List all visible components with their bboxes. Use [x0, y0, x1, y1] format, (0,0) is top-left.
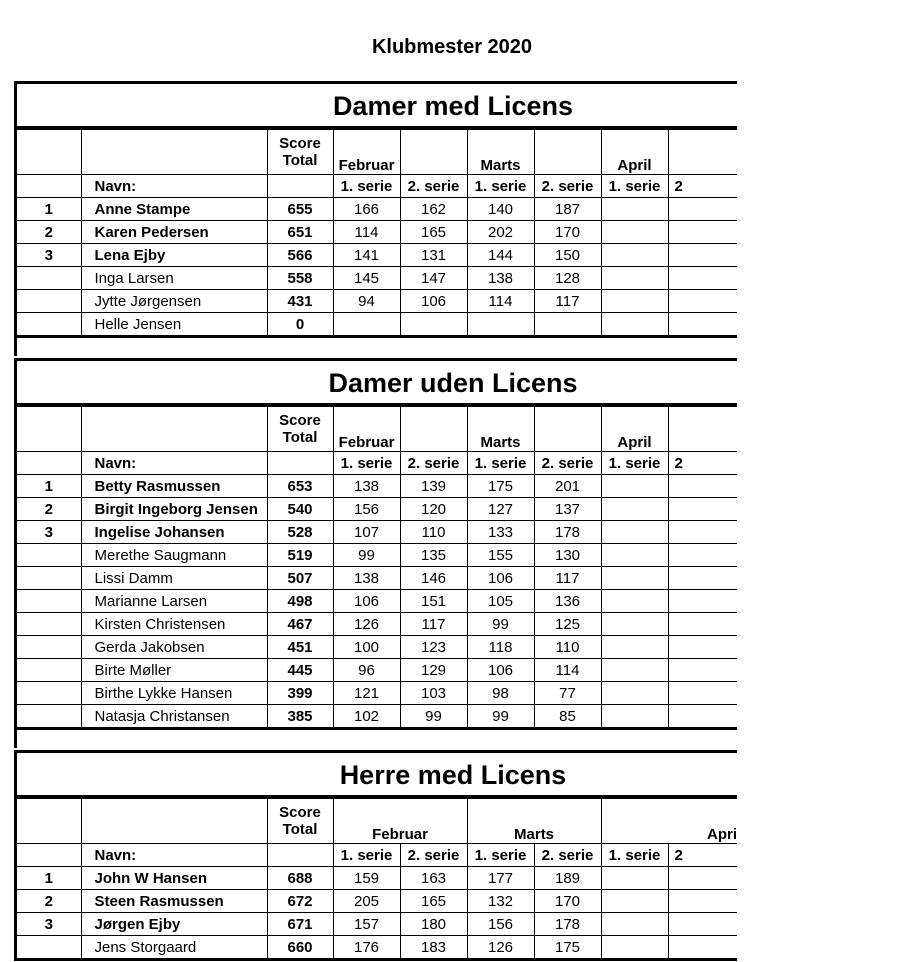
- serie-header: 1. serie: [601, 452, 668, 475]
- table-row: [17, 913, 737, 936]
- score-cell: 205: [333, 890, 400, 913]
- place-cell: [17, 290, 81, 313]
- score-cell: [668, 475, 737, 498]
- place-cell: [17, 590, 81, 613]
- score-cell: 96: [333, 659, 400, 682]
- total-cell: 431: [267, 290, 333, 313]
- month-februar: Februar: [333, 407, 400, 452]
- place-cell: 3: [17, 244, 81, 267]
- table-row: [17, 313, 737, 336]
- place-cell: [17, 567, 81, 590]
- month-april: April: [601, 407, 668, 452]
- serie-header: 1. serie: [467, 844, 534, 867]
- name-cell: Jytte Jørgensen: [81, 290, 267, 313]
- score-cell: 121: [333, 682, 400, 705]
- score-cell: [601, 682, 668, 705]
- serie-header: 1. serie: [601, 175, 668, 198]
- score-cell: [668, 867, 737, 890]
- place-cell: 1: [17, 867, 81, 890]
- score-cell: [668, 521, 737, 544]
- serie-header: 1. serie: [601, 844, 668, 867]
- score-cell: 117: [534, 567, 601, 590]
- place-cell: [17, 613, 81, 636]
- place-cell: 1: [17, 475, 81, 498]
- name-header: Navn:: [81, 844, 267, 867]
- table-row: [17, 198, 737, 221]
- score-cell: 138: [333, 567, 400, 590]
- total-cell: 451: [267, 636, 333, 659]
- score-cell: [601, 936, 668, 959]
- place-cell: [17, 936, 81, 959]
- score-cell: 147: [400, 267, 467, 290]
- score-cell: 178: [534, 913, 601, 936]
- table-row: [17, 590, 737, 613]
- section-gap: [14, 338, 737, 356]
- score-cell: [668, 936, 737, 959]
- name-cell: Betty Rasmussen: [81, 475, 267, 498]
- place-cell: [17, 313, 81, 336]
- score-cell: [601, 290, 668, 313]
- score-cell: 138: [467, 267, 534, 290]
- score-header-blank: [267, 452, 333, 475]
- score-cell: 165: [400, 890, 467, 913]
- score-cell: 106: [467, 567, 534, 590]
- score-cell: 103: [400, 682, 467, 705]
- serie-header: 1. serie: [333, 844, 400, 867]
- serie-header-cut: 2: [668, 452, 737, 475]
- serie-header: 1. serie: [333, 175, 400, 198]
- place-header: [17, 799, 81, 844]
- score-header: Score Total: [267, 799, 333, 844]
- table-row: [17, 290, 737, 313]
- score-cell: 156: [333, 498, 400, 521]
- score-cell: 136: [534, 590, 601, 613]
- score-cell: 140: [467, 198, 534, 221]
- total-cell: 498: [267, 590, 333, 613]
- serie-header: 2. serie: [400, 452, 467, 475]
- total-cell: 566: [267, 244, 333, 267]
- score-header: Score Total: [267, 407, 333, 452]
- section-title: Damer uden Licens: [17, 361, 737, 406]
- score-cell: 99: [333, 544, 400, 567]
- score-cell: 114: [534, 659, 601, 682]
- name-cell: Inga Larsen: [81, 267, 267, 290]
- name-header-top: [81, 130, 267, 175]
- score-cell: [467, 313, 534, 336]
- month-blank: [400, 130, 467, 175]
- score-cell: 107: [333, 521, 400, 544]
- month-marts: Marts: [467, 130, 534, 175]
- score-cell: 98: [467, 682, 534, 705]
- month-april: Apri: [601, 799, 737, 844]
- score-cell: 99: [467, 705, 534, 728]
- score-cell: [668, 890, 737, 913]
- score-cell: 114: [333, 221, 400, 244]
- score-cell: 123: [400, 636, 467, 659]
- score-cell: 145: [333, 267, 400, 290]
- table-row: [17, 705, 737, 728]
- score-cell: 126: [467, 936, 534, 959]
- table-row: [17, 221, 737, 244]
- table-row: [17, 475, 737, 498]
- score-header: Score Total: [267, 130, 333, 175]
- score-cell: [668, 544, 737, 567]
- score-cell: [668, 659, 737, 682]
- place-cell: 3: [17, 521, 81, 544]
- total-cell: 688: [267, 867, 333, 890]
- score-cell: [601, 659, 668, 682]
- score-cell: 189: [534, 867, 601, 890]
- serie-header-cut: 2: [668, 175, 737, 198]
- score-cell: 129: [400, 659, 467, 682]
- score-cell: 106: [467, 659, 534, 682]
- total-cell: 540: [267, 498, 333, 521]
- score-cell: 175: [534, 936, 601, 959]
- serie-header: 2. serie: [534, 452, 601, 475]
- place-cell: [17, 659, 81, 682]
- score-cell: 162: [400, 198, 467, 221]
- score-cell: [534, 313, 601, 336]
- score-cell: 135: [400, 544, 467, 567]
- header-row: [17, 844, 737, 867]
- score-cell: 141: [333, 244, 400, 267]
- score-cell: 163: [400, 867, 467, 890]
- name-cell: Ingelise Johansen: [81, 521, 267, 544]
- table-row: [17, 498, 737, 521]
- month-blank: [668, 407, 737, 452]
- score-cell: 155: [467, 544, 534, 567]
- score-cell: [668, 613, 737, 636]
- total-cell: 467: [267, 613, 333, 636]
- score-cell: 178: [534, 521, 601, 544]
- score-cell: [601, 890, 668, 913]
- table-row: [17, 659, 737, 682]
- name-cell: Birgit Ingeborg Jensen: [81, 498, 267, 521]
- score-cell: 102: [333, 705, 400, 728]
- table-row: [17, 682, 737, 705]
- name-cell: Marianne Larsen: [81, 590, 267, 613]
- score-cell: [601, 590, 668, 613]
- score-table: [17, 406, 737, 727]
- table-row: [17, 521, 737, 544]
- place-cell: 1: [17, 198, 81, 221]
- score-cell: 151: [400, 590, 467, 613]
- place-cell: [17, 267, 81, 290]
- place-header: [17, 844, 81, 867]
- score-cell: 130: [534, 544, 601, 567]
- header-row: [17, 452, 737, 475]
- score-cell: 110: [534, 636, 601, 659]
- score-cell: 132: [467, 890, 534, 913]
- score-cell: 114: [467, 290, 534, 313]
- score-cell: [668, 244, 737, 267]
- score-cell: 180: [400, 913, 467, 936]
- score-cell: [668, 913, 737, 936]
- name-cell: Anne Stampe: [81, 198, 267, 221]
- score-cell: 159: [333, 867, 400, 890]
- score-cell: [601, 613, 668, 636]
- name-cell: Natasja Christansen: [81, 705, 267, 728]
- score-cell: 117: [400, 613, 467, 636]
- total-cell: 660: [267, 936, 333, 959]
- total-cell: 655: [267, 198, 333, 221]
- month-blank: [534, 130, 601, 175]
- name-cell: Lena Ejby: [81, 244, 267, 267]
- table-row: [17, 936, 737, 959]
- score-cell: [601, 198, 668, 221]
- serie-header: 2. serie: [534, 844, 601, 867]
- score-cell: 177: [467, 867, 534, 890]
- total-cell: 558: [267, 267, 333, 290]
- place-cell: [17, 636, 81, 659]
- score-table: [17, 129, 737, 335]
- score-cell: 139: [400, 475, 467, 498]
- place-header: [17, 130, 81, 175]
- month-marts: Marts: [467, 407, 534, 452]
- place-header: [17, 452, 81, 475]
- score-cell: [668, 198, 737, 221]
- header-row: [17, 175, 737, 198]
- score-cell: [668, 682, 737, 705]
- name-header-top: [81, 407, 267, 452]
- section-title: Damer med Licens: [17, 84, 737, 129]
- score-cell: 99: [400, 705, 467, 728]
- month-februar: Februar: [333, 130, 400, 175]
- score-cell: 127: [467, 498, 534, 521]
- score-header-blank: [267, 175, 333, 198]
- score-cell: 170: [534, 890, 601, 913]
- month-blank: [668, 130, 737, 175]
- score-cell: 165: [400, 221, 467, 244]
- score-cell: 170: [534, 221, 601, 244]
- serie-header: 1. serie: [333, 452, 400, 475]
- name-cell: Gerda Jakobsen: [81, 636, 267, 659]
- name-cell: Lissi Damm: [81, 567, 267, 590]
- section-title: Herre med Licens: [17, 753, 737, 798]
- score-cell: 77: [534, 682, 601, 705]
- score-cell: 156: [467, 913, 534, 936]
- place-cell: 2: [17, 498, 81, 521]
- name-cell: Birte Møller: [81, 659, 267, 682]
- name-header-top: [81, 799, 267, 844]
- header-row: [17, 130, 737, 175]
- name-cell: Birthe Lykke Hansen: [81, 682, 267, 705]
- score-cell: [668, 498, 737, 521]
- score-table: [17, 798, 737, 958]
- name-cell: Kirsten Christensen: [81, 613, 267, 636]
- score-cell: [601, 521, 668, 544]
- score-cell: 157: [333, 913, 400, 936]
- score-cell: 99: [467, 613, 534, 636]
- score-cell: [601, 636, 668, 659]
- score-cell: 106: [400, 290, 467, 313]
- score-cell: [333, 313, 400, 336]
- total-cell: 399: [267, 682, 333, 705]
- place-cell: [17, 705, 81, 728]
- score-cell: [601, 498, 668, 521]
- score-cell: 202: [467, 221, 534, 244]
- score-cell: 144: [467, 244, 534, 267]
- name-cell: Jørgen Ejby: [81, 913, 267, 936]
- score-cell: [601, 544, 668, 567]
- place-cell: 2: [17, 221, 81, 244]
- total-cell: 653: [267, 475, 333, 498]
- score-cell: [601, 221, 668, 244]
- score-cell: 117: [534, 290, 601, 313]
- place-cell: [17, 544, 81, 567]
- score-cell: [601, 867, 668, 890]
- score-cell: 105: [467, 590, 534, 613]
- serie-header: 1. serie: [467, 175, 534, 198]
- serie-header: 2. serie: [400, 175, 467, 198]
- name-header: Navn:: [81, 452, 267, 475]
- serie-header: 2. serie: [534, 175, 601, 198]
- month-februar: Februar: [333, 799, 467, 844]
- score-cell: 120: [400, 498, 467, 521]
- name-cell: Steen Rasmussen: [81, 890, 267, 913]
- table-row: [17, 636, 737, 659]
- serie-header: 2. serie: [400, 844, 467, 867]
- score-cell: 133: [467, 521, 534, 544]
- table-row: [17, 544, 737, 567]
- score-cell: 146: [400, 567, 467, 590]
- month-april: April: [601, 130, 668, 175]
- month-marts: Marts: [467, 799, 601, 844]
- total-cell: 528: [267, 521, 333, 544]
- total-cell: 671: [267, 913, 333, 936]
- place-cell: 2: [17, 890, 81, 913]
- score-cell: [601, 567, 668, 590]
- table-row: [17, 244, 737, 267]
- table-row: [17, 890, 737, 913]
- score-cell: 137: [534, 498, 601, 521]
- name-cell: Karen Pedersen: [81, 221, 267, 244]
- score-section: [14, 358, 737, 730]
- score-cell: 183: [400, 936, 467, 959]
- place-cell: 3: [17, 913, 81, 936]
- name-cell: Helle Jensen: [81, 313, 267, 336]
- table-row: [17, 613, 737, 636]
- score-cell: 131: [400, 244, 467, 267]
- table-row: [17, 567, 737, 590]
- score-cell: 166: [333, 198, 400, 221]
- name-header: Navn:: [81, 175, 267, 198]
- place-header: [17, 407, 81, 452]
- score-cell: [668, 705, 737, 728]
- page-title: Klubmester 2020: [371, 36, 533, 58]
- header-row: [17, 799, 737, 844]
- score-cell: [601, 913, 668, 936]
- score-cell: 100: [333, 636, 400, 659]
- score-cell: 106: [333, 590, 400, 613]
- score-cell: [668, 567, 737, 590]
- total-cell: 0: [267, 313, 333, 336]
- score-cell: 110: [400, 521, 467, 544]
- total-cell: 519: [267, 544, 333, 567]
- serie-header: 1. serie: [467, 452, 534, 475]
- month-blank: [534, 407, 601, 452]
- score-cell: 126: [333, 613, 400, 636]
- score-cell: 201: [534, 475, 601, 498]
- score-cell: 94: [333, 290, 400, 313]
- place-cell: [17, 682, 81, 705]
- score-cell: [601, 475, 668, 498]
- score-cell: [668, 267, 737, 290]
- score-cell: [601, 705, 668, 728]
- total-cell: 651: [267, 221, 333, 244]
- score-cell: 175: [467, 475, 534, 498]
- name-cell: Merethe Saugmann: [81, 544, 267, 567]
- total-cell: 385: [267, 705, 333, 728]
- score-cell: [668, 636, 737, 659]
- score-header-blank: [267, 844, 333, 867]
- score-cell: 138: [333, 475, 400, 498]
- total-cell: 445: [267, 659, 333, 682]
- score-cell: [668, 313, 737, 336]
- score-cell: [668, 590, 737, 613]
- table-row: [17, 267, 737, 290]
- score-cell: 150: [534, 244, 601, 267]
- name-cell: John W Hansen: [81, 867, 267, 890]
- score-cell: 125: [534, 613, 601, 636]
- total-cell: 672: [267, 890, 333, 913]
- score-cell: [400, 313, 467, 336]
- score-section: [14, 81, 737, 338]
- score-cell: [668, 290, 737, 313]
- score-cell: 176: [333, 936, 400, 959]
- place-header: [17, 175, 81, 198]
- score-cell: [601, 313, 668, 336]
- score-cell: 187: [534, 198, 601, 221]
- score-cell: 118: [467, 636, 534, 659]
- score-section: [14, 750, 737, 961]
- serie-header-cut: 2: [668, 844, 737, 867]
- month-blank: [400, 407, 467, 452]
- total-cell: 507: [267, 567, 333, 590]
- score-cell: [601, 244, 668, 267]
- name-cell: Jens Storgaard: [81, 936, 267, 959]
- header-row: [17, 407, 737, 452]
- section-gap: [14, 730, 737, 748]
- score-cell: [601, 267, 668, 290]
- score-cell: [668, 221, 737, 244]
- score-cell: 85: [534, 705, 601, 728]
- table-row: [17, 867, 737, 890]
- score-cell: 128: [534, 267, 601, 290]
